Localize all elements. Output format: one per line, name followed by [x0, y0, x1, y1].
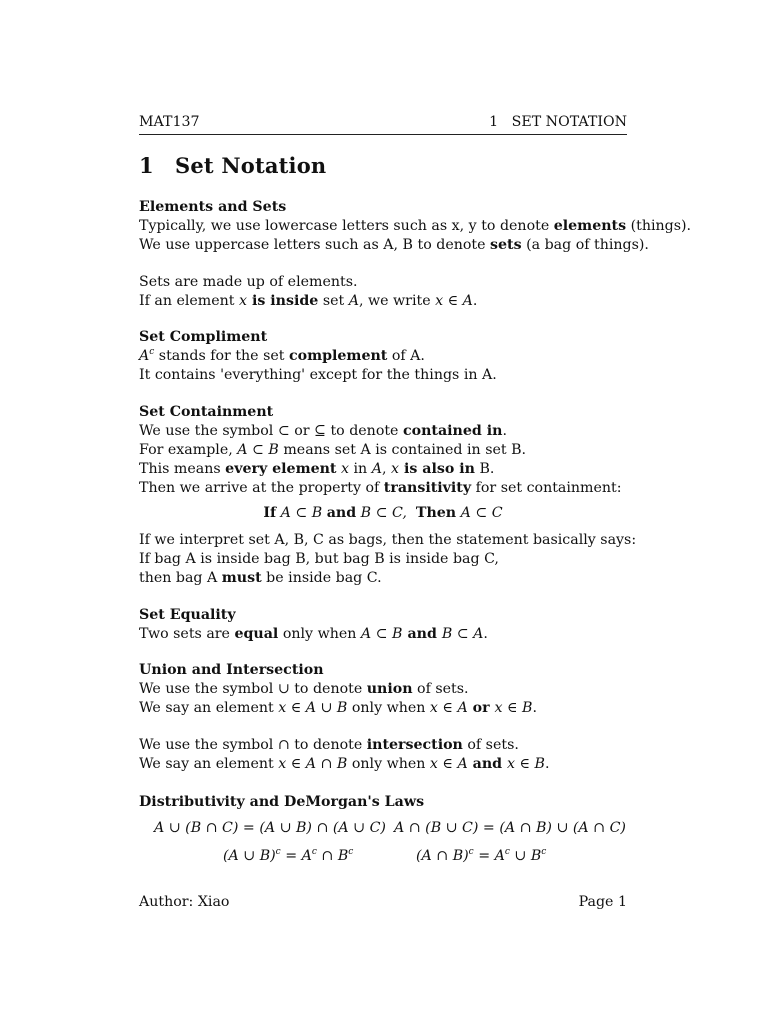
subsection-heading: Union and Intersection	[139, 662, 324, 678]
text-line: Sets are made up of elements.	[139, 274, 358, 290]
subsection-heading: Set Equality	[139, 607, 236, 623]
text-line: If bag A is inside bag B, but bag B is inside bag C,	[139, 551, 499, 567]
header-section: 1 SET NOTATION	[489, 114, 627, 130]
text-line: This means every element x in A, x is also in B.	[139, 461, 495, 477]
text-line: We say an element x ∈ A ∩ B only when x ∈ A and x ∈ B.	[139, 756, 550, 772]
text-line: If we interpret set A, B, C as bags, then the statement basically says:	[139, 532, 637, 548]
text-line: If an element x is inside set A, we write x ∈ A.	[139, 293, 478, 309]
text-line: We use the symbol ∩ to denote intersection of sets.	[139, 737, 519, 753]
text-line: It contains 'everything' except for the things in A.	[139, 367, 497, 383]
elements-paragraph-2	[139, 273, 639, 311]
containment-interpretation	[139, 531, 639, 588]
subsection-heading: Distributivity and DeMorgan's Laws	[139, 794, 425, 810]
header-course: MAT137	[139, 114, 200, 130]
running-header	[139, 113, 627, 133]
elements-and-sets	[139, 198, 692, 255]
set-equality	[139, 606, 639, 644]
section-title	[139, 153, 327, 178]
subsection-heading: Set Containment	[139, 404, 274, 420]
text-line: then bag A must be inside bag C.	[139, 570, 382, 586]
set-complement	[139, 328, 639, 385]
set-containment	[139, 403, 639, 498]
text-line: We use the symbol ⊂ or ⊆ to denote contained in.	[139, 423, 507, 439]
text-line: $A^c$ stands for the set complement of A.	[139, 347, 425, 364]
distributivity-demorgan	[139, 793, 639, 812]
section-title-text: Set Notation	[175, 153, 327, 178]
text-line: We say an element x ∈ A ∪ B only when x ∈ A or x ∈ B.	[139, 700, 537, 716]
text-line: For example, A ⊂ B means set A is contained in set B.	[139, 442, 527, 458]
transitivity-equation: If A ⊂ B and B ⊂ C, Then A ⊂ C	[263, 505, 503, 521]
subsection-heading: Elements and Sets	[139, 199, 287, 215]
header-rule	[139, 134, 627, 135]
subsection-heading: Set Compliment	[139, 329, 268, 345]
union-and-intersection	[139, 661, 639, 718]
text-line: Then we arrive at the property of transitivity for set containment:	[139, 480, 622, 496]
distributive-equation-intersection: A ∩ (B ∪ C) = (A ∩ B) ∪ (A ∩ C)	[394, 820, 626, 836]
intersection-paragraph	[139, 736, 639, 774]
text-line: We use uppercase letters such as A, B to denote sets (a bag of things).	[139, 237, 649, 253]
section-number: 1	[139, 153, 154, 178]
running-footer	[139, 893, 627, 912]
text-line: Typically, we use lowercase letters such as x, y to denote elements (things).	[139, 218, 692, 234]
footer-author: Author: Xiao	[139, 894, 230, 910]
distributive-equation-union: A ∪ (B ∩ C) = (A ∪ B) ∩ (A ∪ C)	[154, 820, 386, 836]
text-line: We use the symbol ∪ to denote union of sets.	[139, 681, 469, 697]
text-line: Two sets are equal only when A ⊂ B and B ⊂ A.	[139, 626, 488, 642]
demorgan-equation-intersection: (A ∩ $B)^c = A^c$ ∪ $B^c$	[416, 847, 547, 864]
footer-page-number: Page 1	[578, 894, 627, 910]
demorgan-equation-union: (A ∪ $B)^c = A^c$ ∩ $B^c$	[223, 847, 354, 864]
